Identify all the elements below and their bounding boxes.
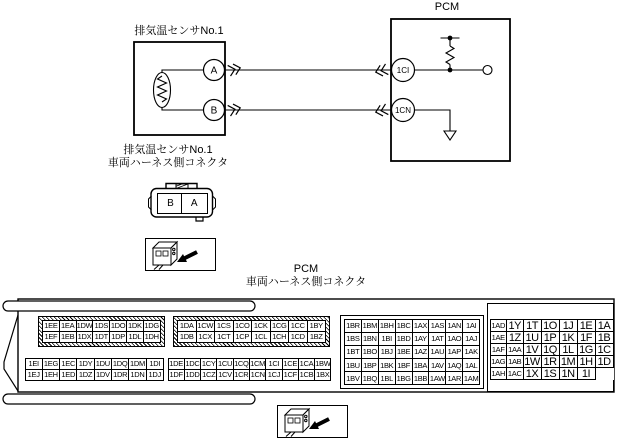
pin-1BK: 1BK <box>379 359 396 372</box>
pin-1AV: 1AV <box>429 359 446 372</box>
pin-1AN: 1AN <box>446 320 463 333</box>
pin-1BY: 1BY <box>308 321 327 332</box>
pin-1J: 1J <box>560 320 578 332</box>
pin-1I: 1I <box>578 368 596 380</box>
pin-1BJ: 1BJ <box>379 346 396 359</box>
pin-1BC: 1BC <box>396 320 413 333</box>
pin-1DY: 1DY <box>77 359 94 370</box>
pin-1AD: 1AD <box>491 321 506 330</box>
pin-1AH: 1AH <box>491 369 506 378</box>
pin-1EI: 1EI <box>26 359 43 370</box>
pcm-connector-caption-line2: 車両ハーネス側コネクタ <box>245 276 367 288</box>
pin-1B: 1B <box>596 332 614 344</box>
pin-1CH: 1CH <box>271 332 290 343</box>
pin-1K: 1K <box>560 332 578 344</box>
pin-1AR: 1AR <box>446 372 463 385</box>
pin-1AF: 1AF <box>491 344 508 356</box>
pin-1AI: 1AI <box>463 320 480 333</box>
pin-1ED: 1ED <box>60 370 77 381</box>
pin-1V: 1V <box>524 344 542 356</box>
pin-block-top-left-hatched <box>38 316 165 347</box>
pin-1E: 1E <box>578 320 596 332</box>
pin-1BL: 1BL <box>379 372 396 385</box>
pin-1P: 1P <box>542 332 560 344</box>
pin-1DM: 1DM <box>129 359 145 369</box>
pin-1EB: 1EB <box>60 332 77 343</box>
pin-1AE: 1AE <box>491 332 508 344</box>
pin-1EC: 1EC <box>60 359 77 370</box>
pin-1BD: 1BD <box>396 333 413 346</box>
pin-1AL: 1AL <box>463 359 480 372</box>
pin-1BV: 1BV <box>345 372 362 385</box>
pin-1BF: 1BF <box>396 359 413 372</box>
pin-1DC: 1DC <box>185 359 200 369</box>
pin-1BH: 1BH <box>379 320 396 333</box>
pin-1CQ: 1CQ <box>234 359 249 369</box>
pin-1BP: 1BP <box>362 359 379 372</box>
pin-1BG: 1BG <box>396 372 413 385</box>
pin-1BM: 1BM <box>362 320 379 333</box>
pin-1BW: 1BW <box>315 359 331 369</box>
housing-bottom-rail <box>3 394 255 404</box>
pin-1DU: 1DU <box>95 359 112 370</box>
sensor-box <box>134 42 225 135</box>
pcm-terminal-1ci-label: 1CI <box>396 65 410 75</box>
pin-1CG: 1CG <box>271 321 290 332</box>
sensor-connector-view-icon <box>146 239 216 271</box>
pin-1BU: 1BU <box>345 359 362 372</box>
pin-grid-bottom-left <box>25 358 164 381</box>
pcm-connector-caption <box>206 263 406 289</box>
pin-1AB: 1AB <box>507 356 524 368</box>
supply-dot <box>448 36 453 41</box>
pin-1AJ: 1AJ <box>463 333 480 346</box>
pin-1BQ: 1BQ <box>362 372 379 385</box>
sensor-connector-cavity-a: A <box>181 193 208 214</box>
pin-1CK: 1CK <box>252 321 271 332</box>
pin-1BE: 1BE <box>396 346 413 359</box>
pcm-connector-caption-line1: PCM <box>293 263 319 275</box>
pin-1DA: 1DA <box>178 321 197 332</box>
pin-1CX: 1CX <box>197 332 216 343</box>
pin-1A: 1A <box>596 320 614 332</box>
pin-1AO: 1AO <box>446 333 463 346</box>
pin-1U: 1U <box>524 332 542 344</box>
pin-1DQ: 1DQ <box>112 359 128 369</box>
pin-1DH: 1DH <box>144 332 159 341</box>
sensor-title: 排気温センサNo.1 <box>134 25 224 37</box>
pin-grid-right-inner <box>344 319 480 386</box>
pin-1CC: 1CC <box>289 321 308 332</box>
pin-1DP: 1DP <box>110 332 127 343</box>
pin-1AY: 1AY <box>413 333 430 346</box>
pin-grid-bottom-mid <box>168 358 332 381</box>
pin-1EA: 1EA <box>60 321 77 332</box>
pin-1CT: 1CT <box>215 332 234 343</box>
pin-1G: 1G <box>578 344 596 356</box>
pin-1DB: 1DB <box>178 332 197 343</box>
pin-1M: 1M <box>560 356 578 368</box>
pin-1DO: 1DO <box>110 321 126 330</box>
sensor-connector-cavity-b: B <box>157 193 184 214</box>
pin-1DZ: 1DZ <box>77 370 94 381</box>
pin-1CY: 1CY <box>201 359 216 369</box>
pin-1S: 1S <box>542 368 560 380</box>
pin-1AX: 1AX <box>413 320 430 333</box>
pin-1Z: 1Z <box>507 332 524 344</box>
pin-1CN: 1CN <box>250 370 265 380</box>
pin-1DK: 1DK <box>127 321 144 332</box>
pin-1D: 1D <box>596 356 614 368</box>
pin-1O: 1O <box>542 320 560 332</box>
pin-1Q: 1Q <box>542 344 560 356</box>
pin-1CB: 1CB <box>299 370 314 380</box>
pin-1DE: 1DE <box>169 359 183 369</box>
pin-1EH: 1EH <box>43 370 60 381</box>
sensor-connector-caption-line1: 排気温センサNo.1 <box>123 144 213 156</box>
pin-1EG: 1EG <box>43 359 60 370</box>
pin-1BX: 1BX <box>315 370 331 381</box>
pin-cell-empty <box>596 368 614 380</box>
pin-1DS: 1DS <box>93 321 110 332</box>
pin-1CV: 1CV <box>218 370 232 380</box>
housing-top-rail <box>3 301 255 311</box>
pin-1AA: 1AA <box>507 344 524 356</box>
pin-1R: 1R <box>542 356 560 368</box>
pin-grid-top-left <box>42 320 161 343</box>
pin-1H: 1H <box>578 356 596 368</box>
pin-1C: 1C <box>596 344 614 356</box>
pin-1EF: 1EF <box>43 332 60 343</box>
pin-1CL: 1CL <box>252 332 271 343</box>
pin-1L: 1L <box>560 344 578 356</box>
pin-1T: 1T <box>524 320 542 332</box>
pin-block-top-mid-hatched <box>173 316 330 347</box>
pin-1DF: 1DF <box>169 370 185 381</box>
pin-1CR: 1CR <box>234 370 249 380</box>
pin-1CF: 1CF <box>283 370 299 381</box>
pin-1CJ: 1CJ <box>266 370 282 381</box>
sensor-connector-caption-line2: 車両ハーネス側コネクタ <box>107 157 229 169</box>
pin-1AW: 1AW <box>429 372 446 385</box>
pin-1CZ: 1CZ <box>201 370 217 381</box>
wire-break-icon <box>228 62 389 117</box>
pin-1AQ: 1AQ <box>446 359 463 372</box>
pin-1AT: 1AT <box>429 333 446 346</box>
pin-1BA: 1BA <box>413 359 430 372</box>
pin-1X: 1X <box>524 368 542 380</box>
pin-1BT: 1BT <box>345 346 362 359</box>
pin-1CA: 1CA <box>299 359 314 369</box>
pin-1CP: 1CP <box>234 332 253 343</box>
pin-grid-right-outer <box>490 319 614 380</box>
pin-1DD: 1DD <box>185 370 200 380</box>
pin-1CD: 1CD <box>289 332 308 343</box>
pin-1BR: 1BR <box>345 320 362 333</box>
pin-1F: 1F <box>578 332 596 344</box>
pin-1AU: 1AU <box>429 346 446 359</box>
pin-1DI: 1DI <box>147 359 164 370</box>
junction-dot <box>448 68 453 73</box>
pin-1CM: 1CM <box>250 359 266 369</box>
pin-1AM: 1AM <box>463 372 480 385</box>
pin-1Y: 1Y <box>507 320 524 332</box>
pin-1AK: 1AK <box>463 346 480 359</box>
pin-1BI: 1BI <box>379 333 396 346</box>
pin-1DW: 1DW <box>76 321 93 330</box>
pin-1N: 1N <box>560 368 578 380</box>
pin-1CE: 1CE <box>283 359 298 369</box>
pin-1AZ: 1AZ <box>413 346 430 359</box>
pin-1CW: 1CW <box>197 321 214 330</box>
pin-1EE: 1EE <box>43 321 60 332</box>
pin-1BS: 1BS <box>345 333 362 346</box>
pin-1DV: 1DV <box>95 370 112 381</box>
pin-1DR: 1DR <box>112 370 129 381</box>
pin-1BO: 1BO <box>362 346 379 359</box>
sensor-connector-caption <box>68 144 268 170</box>
pin-1AG: 1AG <box>491 357 506 366</box>
pin-1DJ: 1DJ <box>147 370 164 381</box>
pin-1BZ: 1BZ <box>308 332 327 343</box>
pin-1BB: 1BB <box>413 372 430 385</box>
pcm-internal-circuit <box>415 38 493 140</box>
pcm-terminal-1cn-label: 1CN <box>394 105 412 115</box>
pin-grid-top-mid <box>177 320 326 343</box>
thermistor-symbol <box>154 70 204 110</box>
pcm-title: PCM <box>434 1 460 13</box>
pin-1DN: 1DN <box>129 370 146 381</box>
pin-1W: 1W <box>524 356 540 368</box>
pcm-connector-view-icon <box>278 406 348 438</box>
sensor-terminal-b-label: B <box>210 105 218 117</box>
pin-1CS: 1CS <box>215 321 234 332</box>
pin-1DX: 1DX <box>77 332 94 343</box>
pin-1AP: 1AP <box>446 346 463 359</box>
pin-1DL: 1DL <box>127 332 144 343</box>
pin-1DT: 1DT <box>93 332 110 343</box>
pin-1CO: 1CO <box>234 321 253 332</box>
pin-1EJ: 1EJ <box>26 370 43 381</box>
pin-1DG: 1DG <box>144 321 159 330</box>
pin-1CI: 1CI <box>266 359 282 370</box>
pin-1AS: 1AS <box>429 320 446 333</box>
sensor-terminal-a-label: A <box>210 65 218 77</box>
pin-1AC: 1AC <box>507 369 522 378</box>
pin-1CU: 1CU <box>217 359 233 369</box>
pin-1BN: 1BN <box>362 333 379 346</box>
